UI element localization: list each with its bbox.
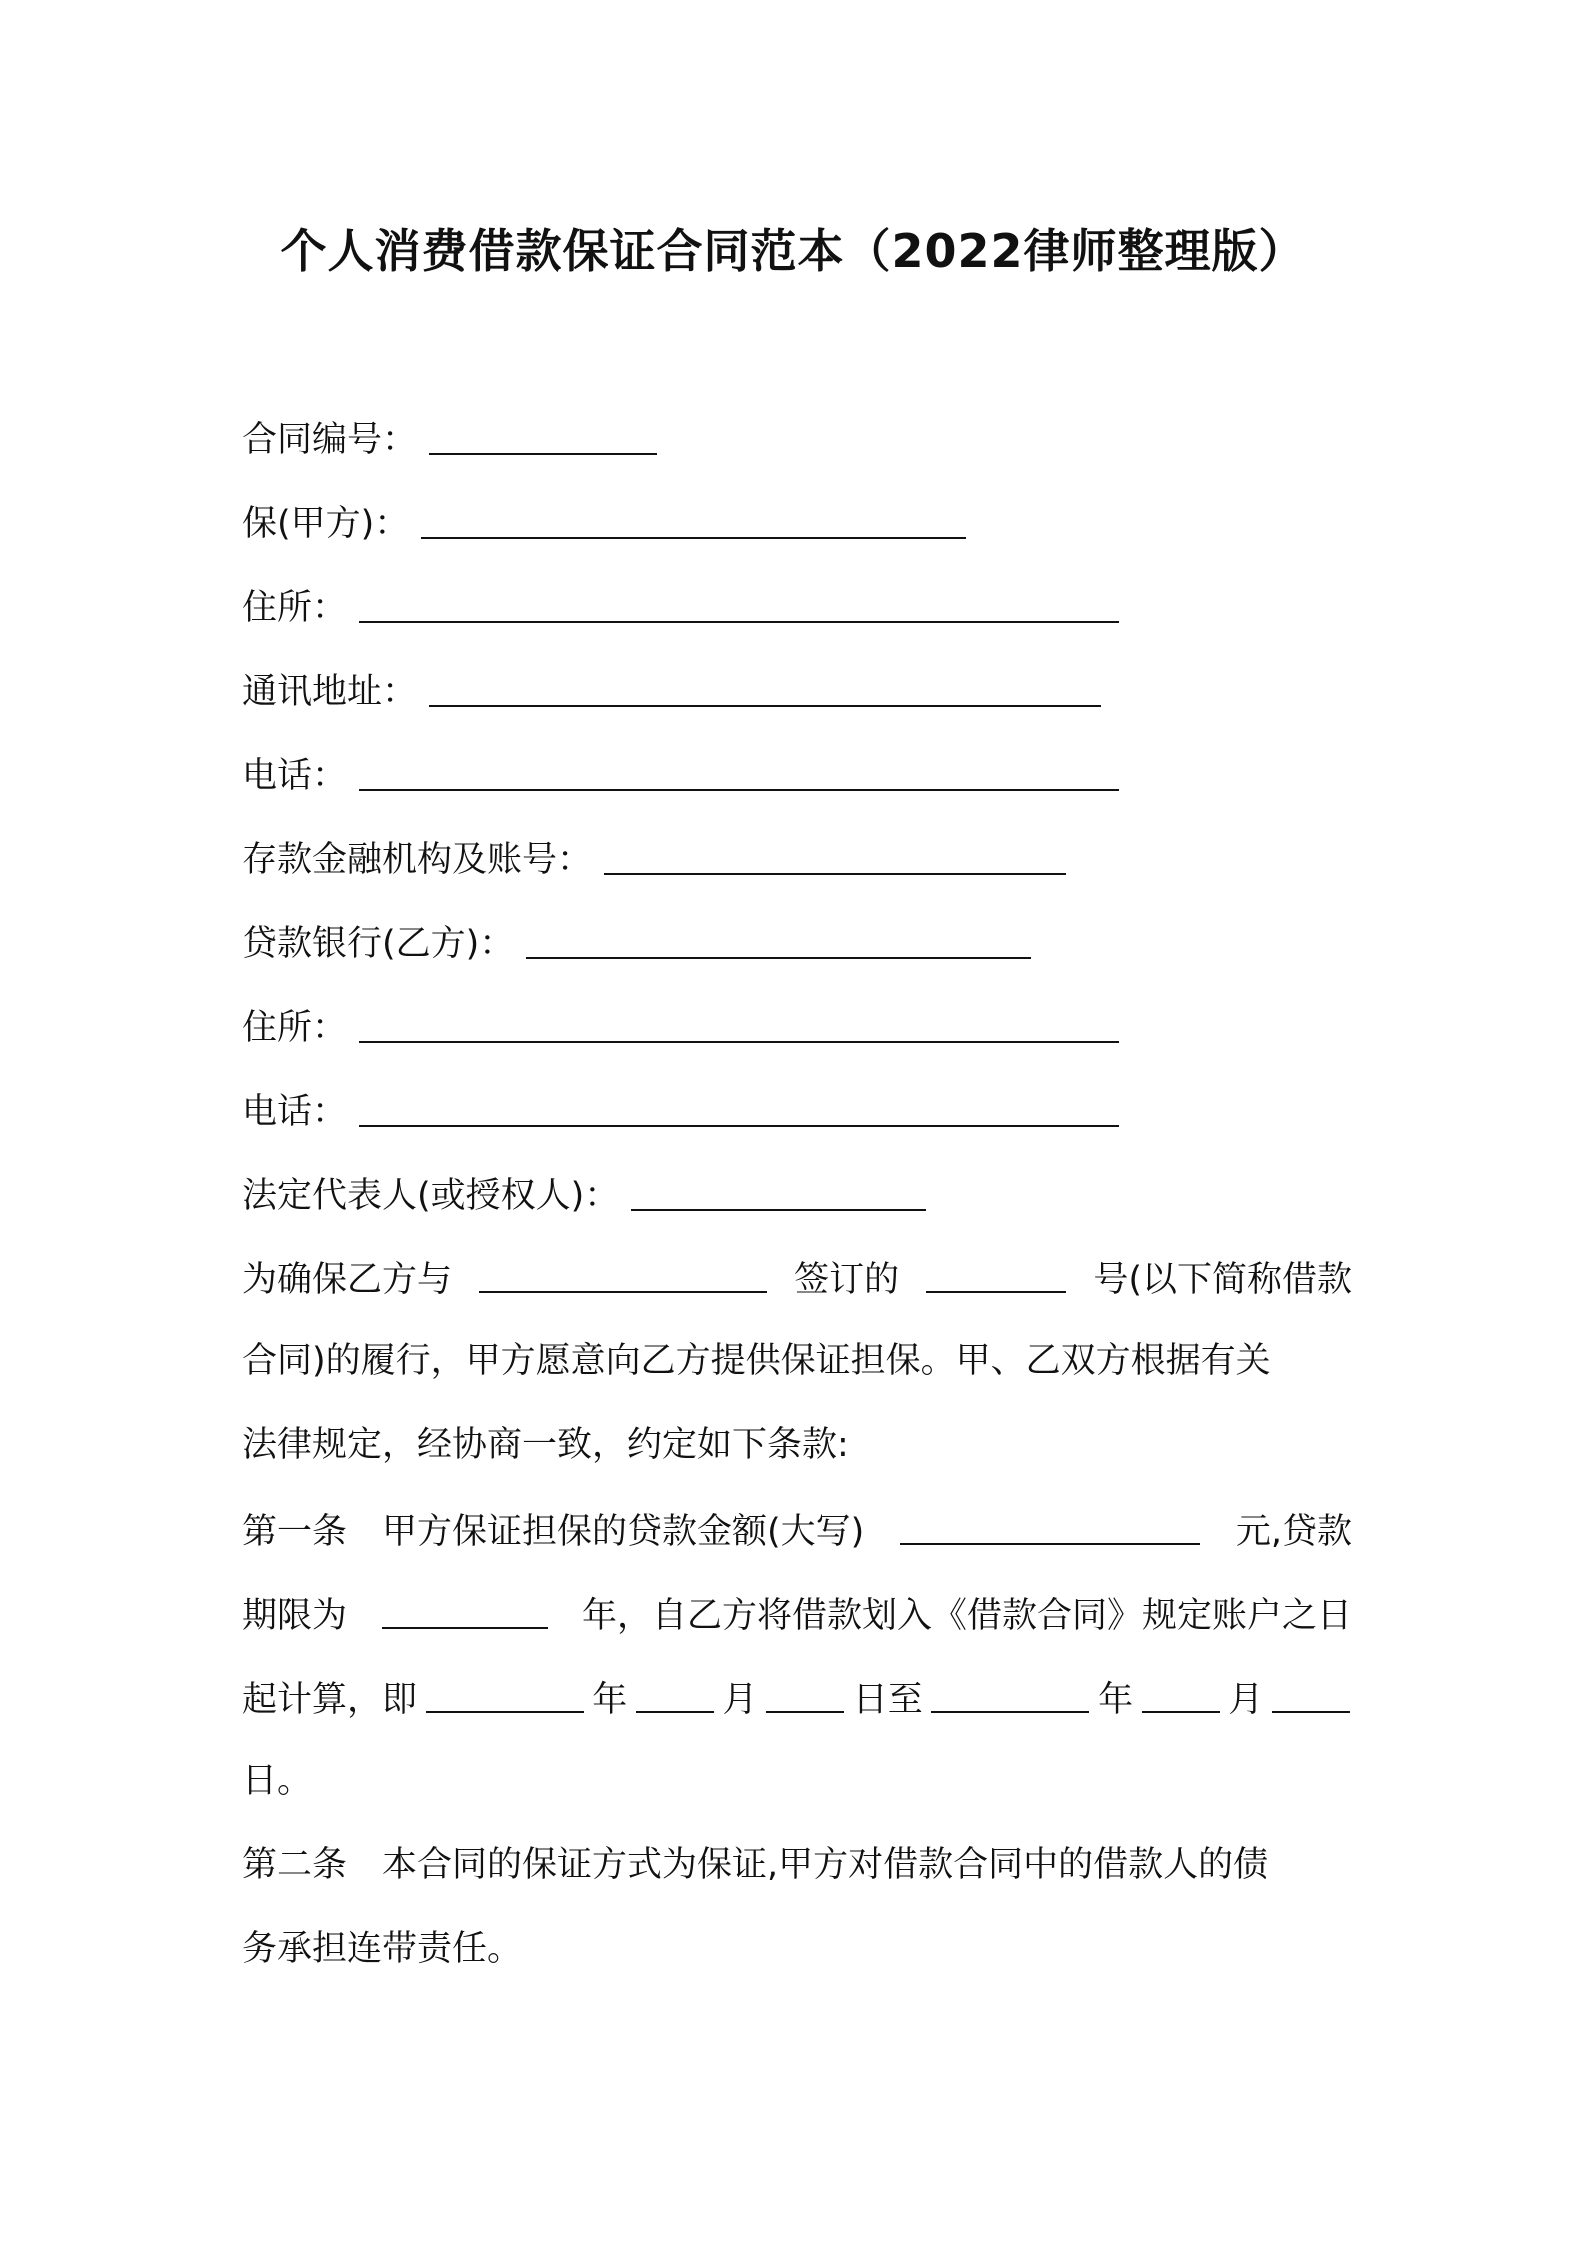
fill-in-blank[interactable] — [926, 1291, 1066, 1293]
field-residence-a — [242, 580, 1119, 630]
field-label: 法定代表人(或授权人)： — [242, 1176, 620, 1216]
article-text: 月 — [722, 1680, 758, 1720]
fill-in-blank[interactable] — [766, 1711, 844, 1713]
field-label: 住所： — [242, 1008, 348, 1048]
document-title: 个人消费借款保证合同范本（2022律师整理版） — [280, 224, 1306, 278]
field-lending-bank-party-b — [242, 916, 1031, 966]
preamble-line-3: 法律规定，经协商一致，约定如下条款: — [242, 1425, 849, 1465]
fill-in-blank[interactable] — [421, 537, 966, 539]
article-text: 日至 — [852, 1680, 923, 1720]
field-label: 保(甲方)： — [242, 504, 410, 544]
field-label: 通讯地址： — [242, 672, 418, 712]
fill-in-blank[interactable] — [429, 453, 657, 455]
fill-in-blank[interactable] — [526, 957, 1031, 959]
article-1-line-2 — [242, 1588, 1352, 1638]
field-legal-representative — [242, 1168, 926, 1218]
fill-in-blank[interactable] — [359, 1125, 1119, 1127]
field-label: 存款金融机构及账号： — [242, 840, 593, 880]
fill-in-blank[interactable] — [426, 1711, 584, 1713]
fill-in-blank[interactable] — [1272, 1711, 1350, 1713]
field-deposit-institution-account — [242, 832, 1066, 882]
field-mailing-address — [242, 664, 1101, 714]
preamble-line-1 — [242, 1252, 1352, 1302]
article-text: 年 — [1098, 1680, 1134, 1720]
article-text: 起计算，即 — [242, 1680, 418, 1720]
preamble-line-2: 合同)的履行，甲方愿意向乙方提供保证担保。甲、乙双方根据有关 — [242, 1341, 1271, 1381]
fill-in-blank[interactable] — [604, 873, 1066, 875]
field-guarantor-party-a — [242, 496, 966, 546]
field-residence-b — [242, 1000, 1119, 1050]
article-1-line-3 — [242, 1672, 1352, 1722]
article-2-line-2: 务承担连带责任。 — [242, 1929, 523, 1969]
field-phone-b — [242, 1084, 1119, 1134]
fill-in-blank[interactable] — [631, 1209, 926, 1211]
fill-in-blank[interactable] — [479, 1291, 767, 1293]
preamble-text: 号(以下简称借款 — [1093, 1260, 1352, 1300]
field-label: 贷款银行(乙方)： — [242, 924, 515, 964]
field-label: 住所： — [242, 588, 348, 628]
article-text: 年 — [592, 1680, 628, 1720]
field-label: 电话： — [242, 1092, 348, 1132]
fill-in-blank[interactable] — [359, 789, 1119, 791]
article-2-line-1: 第二条 本合同的保证方式为保证,甲方对借款合同中的借款人的债 — [242, 1845, 1269, 1885]
fill-in-blank[interactable] — [382, 1627, 548, 1629]
article-text: 第一条 甲方保证担保的贷款金额(大写) — [242, 1512, 865, 1552]
fill-in-blank[interactable] — [636, 1711, 714, 1713]
article-1-line-1 — [242, 1504, 1352, 1554]
field-phone-a — [242, 748, 1119, 798]
fill-in-blank[interactable] — [1142, 1711, 1220, 1713]
field-label: 合同编号： — [242, 420, 418, 460]
field-contract-number — [242, 412, 657, 462]
article-1-line-4: 日。 — [242, 1761, 313, 1801]
article-text: 月 — [1228, 1680, 1264, 1720]
fill-in-blank[interactable] — [429, 705, 1101, 707]
preamble-text: 为确保乙方与 — [242, 1260, 453, 1300]
field-label: 电话： — [242, 756, 348, 796]
preamble-text: 签订的 — [794, 1260, 900, 1300]
fill-in-blank[interactable] — [359, 621, 1119, 623]
article-text: 元,贷款 — [1235, 1512, 1352, 1552]
fill-in-blank[interactable] — [359, 1041, 1119, 1043]
article-text: 年，自乙方将借款划入《借款合同》规定账户之日 — [581, 1596, 1352, 1636]
fill-in-blank[interactable] — [900, 1543, 1200, 1545]
fill-in-blank[interactable] — [931, 1711, 1089, 1713]
article-text: 期限为 — [242, 1596, 348, 1636]
